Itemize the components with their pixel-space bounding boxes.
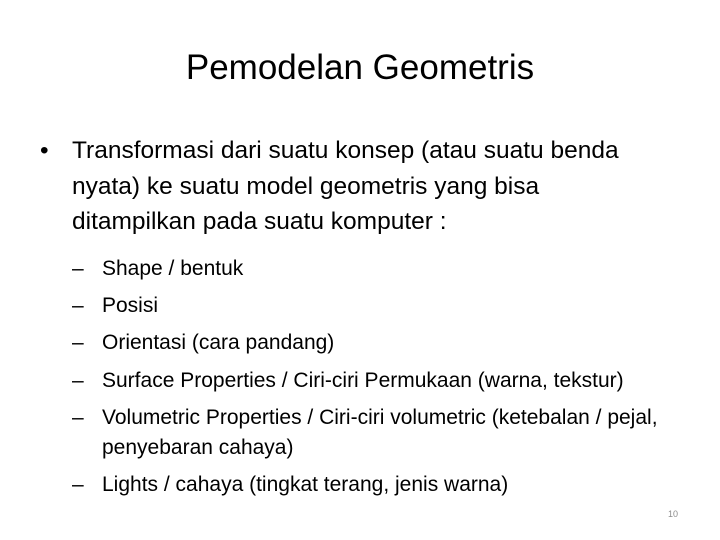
sub-bullet-text: Surface Properties / Ciri-ciri Permukaan (warna, tekstur) (102, 368, 624, 392)
sub-bullet-text: Volumetric Properties / Ciri-ciri volumetric (ketebalan / pejal, penyebaran cahaya) (102, 405, 658, 459)
dash-icon: – (72, 294, 84, 318)
sub-bullet-item (72, 254, 672, 284)
sub-bullet-item (72, 470, 672, 500)
dash-icon: – (72, 257, 84, 280)
sub-bullet-item (72, 366, 672, 396)
main-bullet-text: Transformasi dari suatu konsep (atau suatu benda nyata) ke suatu model geometris yang bisa ditampilkan pada suatu komputer : (72, 137, 619, 235)
sub-bullet-text: Orientasi (cara pandang) (102, 331, 335, 355)
slide-title: Pemodelan Geometris (185, 48, 535, 87)
page-number: 10 (667, 509, 678, 519)
main-bullet (40, 133, 660, 240)
sub-bullet-item (72, 403, 672, 463)
sub-bullet-item (72, 328, 672, 358)
dash-icon: – (72, 472, 84, 496)
dash-icon: – (72, 405, 84, 429)
sub-bullet-text: Posisi (102, 294, 159, 318)
sub-bullet-list (72, 254, 672, 507)
dash-icon: – (72, 331, 84, 355)
sub-bullet-text: Lights / cahaya (tingkat terang, jenis warna) (102, 472, 509, 496)
sub-bullet-text: Shape / bentuk (102, 257, 244, 280)
dash-icon: – (72, 368, 84, 392)
bullet-icon: • (40, 137, 49, 164)
sub-bullet-item (72, 291, 672, 321)
